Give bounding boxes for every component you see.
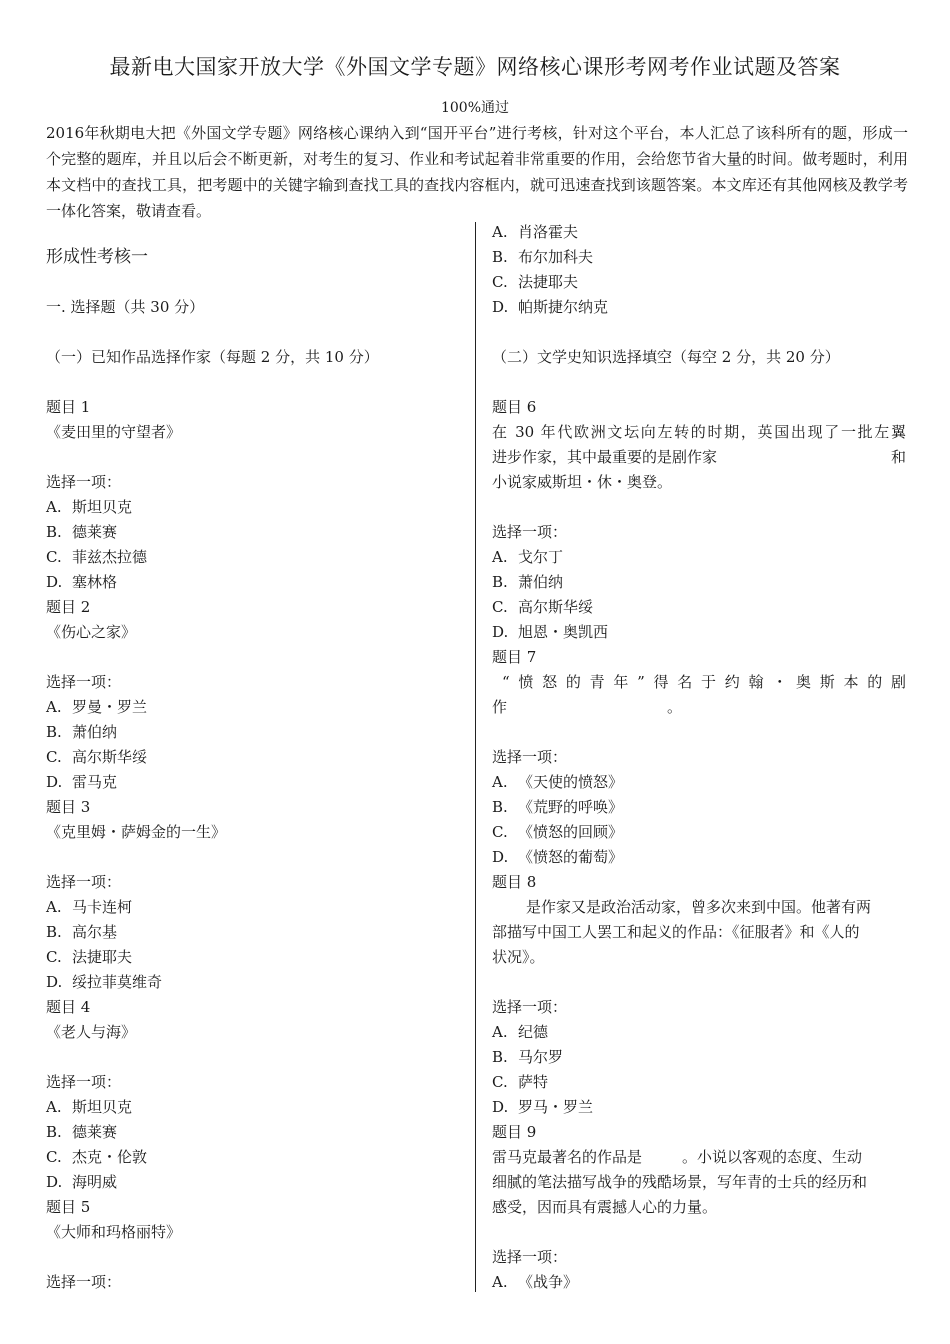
section-choice-heading: 一. 选择题（共 30 分）	[46, 298, 205, 316]
choose-one-label: 选择一项：	[46, 1273, 122, 1291]
question-label: 题目 9	[492, 1123, 537, 1141]
option-b[interactable]: B. 萧伯纳	[46, 723, 118, 741]
question-label: 题目 6	[492, 398, 537, 416]
question-label: 题目 2	[46, 598, 91, 616]
option-d[interactable]: D. 罗马・罗兰	[492, 1098, 594, 1116]
choose-one-label: 选择一项：	[492, 998, 568, 1016]
question-label: 题目 3	[46, 798, 91, 816]
option-a[interactable]: A. 戈尔丁	[492, 548, 564, 566]
option-c[interactable]: C. 法捷耶夫	[46, 948, 133, 966]
option-a[interactable]: A. 《战争》	[492, 1273, 579, 1291]
question-text: 进步作家，其中最重要的是剧作家 和	[492, 448, 906, 466]
question-label: 题目 8	[492, 873, 537, 891]
question-work: 《伤心之家》	[46, 623, 137, 641]
question-text: 部描写中国工人罢工和起义的作品：《征服者》和《人的	[492, 923, 860, 941]
question-text: 感受，因而具有震撼人心的力量。	[492, 1198, 718, 1216]
question-work: 《克里姆・萨姆金的一生》	[46, 823, 227, 841]
option-c[interactable]: C. 高尔斯华绥	[46, 748, 148, 766]
question-work: 《大师和玛格丽特》	[46, 1223, 182, 1241]
column-divider	[475, 222, 476, 1292]
assessment-heading: 形成性考核一	[46, 247, 148, 267]
option-c[interactable]: C. 菲兹杰拉德	[46, 548, 148, 566]
intro-paragraph: 2016年秋期电大把《外国文学专题》网络核心课纳入到“国开平台”进行考核，针对这个平台，本人汇总了该科所有的题，形成一个完整的题库，并且以后会不断更新，对考生的复习、作业和考试起着非常重要的作用，会给您节省大量的时间。做考题时，利用本文档中的查找工具，把考题中的关键字输到查找工具的查找内容框内，就可迅速查找到该题答案。本文库还有其他网核及教学考一体化答案，敬请查看。	[46, 124, 908, 220]
option-a[interactable]: A. 斯坦贝克	[46, 498, 133, 516]
option-d[interactable]: D. 《愤怒的葡萄》	[492, 848, 624, 866]
option-c[interactable]: C. 萨特	[492, 1073, 549, 1091]
document-subtitle: 100%通过	[440, 100, 510, 116]
option-c[interactable]: C. 《愤怒的回顾》	[492, 823, 624, 841]
question-text: 是作家又是政治活动家，曾多次来到中国。他著有两	[526, 898, 872, 916]
option-d[interactable]: D. 绥拉菲莫维奇	[46, 973, 163, 991]
choose-one-label: 选择一项：	[492, 748, 568, 766]
choose-one-label: 选择一项：	[46, 473, 122, 491]
option-d[interactable]: D. 雷马克	[46, 773, 118, 791]
option-c[interactable]: C. 高尔斯华绥	[492, 598, 594, 616]
question-text: “愤怒的青年”得名于约翰・奥斯本的剧	[502, 673, 906, 691]
question-label: 题目 7	[492, 648, 537, 666]
option-a[interactable]: A. 《天使的愤怒》	[492, 773, 624, 791]
question-work: 《麦田里的守望者》	[46, 423, 182, 441]
option-a[interactable]: A. 马卡连柯	[46, 898, 133, 916]
option-b[interactable]: B. 萧伯纳	[492, 573, 564, 591]
question-label: 题目 4	[46, 998, 91, 1016]
option-a[interactable]: A. 罗曼・罗兰	[46, 698, 148, 716]
option-d[interactable]: D. 帕斯捷尔纳克	[492, 298, 609, 316]
option-d[interactable]: D. 旭恩・奥凯西	[492, 623, 609, 641]
question-text: 小说家威斯坦・休・奥登。	[492, 473, 673, 491]
option-a[interactable]: A. 肖洛霍夫	[492, 223, 579, 241]
subsection-heading: （一）已知作品选择作家（每题 2 分，共 10 分）	[46, 348, 379, 366]
question-text: 状况》。	[492, 948, 545, 966]
option-d[interactable]: D. 塞林格	[46, 573, 118, 591]
option-c[interactable]: C. 杰克・伦敦	[46, 1148, 148, 1166]
option-b[interactable]: B. 《荒野的呼唤》	[492, 798, 624, 816]
question-text: 雷马克最著名的作品是 。小说以客观的态度、生动	[492, 1148, 863, 1166]
document-title: 最新电大国家开放大学《外国文学专题》网络核心课形考网考作业试题及答案	[109, 55, 841, 79]
question-text: 细腻的笔法描写战争的残酷场景，写年青的士兵的经历和	[492, 1173, 868, 1191]
question-text: 作 。	[492, 698, 683, 716]
choose-one-label: 选择一项：	[492, 523, 568, 541]
question-text: 在 30 年代欧洲文坛向左转的时期，英国出现了一批左翼	[492, 423, 906, 441]
option-b[interactable]: B. 布尔加科夫	[492, 248, 594, 266]
left-column	[46, 220, 456, 1295]
question-label: 题目 1	[46, 398, 91, 416]
choose-one-label: 选择一项：	[46, 1073, 122, 1091]
option-c[interactable]: C. 法捷耶夫	[492, 273, 579, 291]
option-b[interactable]: B. 德莱赛	[46, 1123, 118, 1141]
option-a[interactable]: A. 纪德	[492, 1023, 549, 1041]
question-work: 《老人与海》	[46, 1023, 137, 1041]
option-b[interactable]: B. 德莱赛	[46, 523, 118, 541]
option-a[interactable]: A. 斯坦贝克	[46, 1098, 133, 1116]
right-column	[492, 220, 906, 1295]
choose-one-label: 选择一项：	[46, 873, 122, 891]
choose-one-label: 选择一项：	[492, 1248, 568, 1266]
option-b[interactable]: B. 高尔基	[46, 923, 118, 941]
option-b[interactable]: B. 马尔罗	[492, 1048, 564, 1066]
choose-one-label: 选择一项：	[46, 673, 122, 691]
question-label: 题目 5	[46, 1198, 91, 1216]
option-d[interactable]: D. 海明威	[46, 1173, 118, 1191]
subsection-heading: （二）文学史知识选择填空（每空 2 分，共 20 分）	[492, 348, 840, 366]
